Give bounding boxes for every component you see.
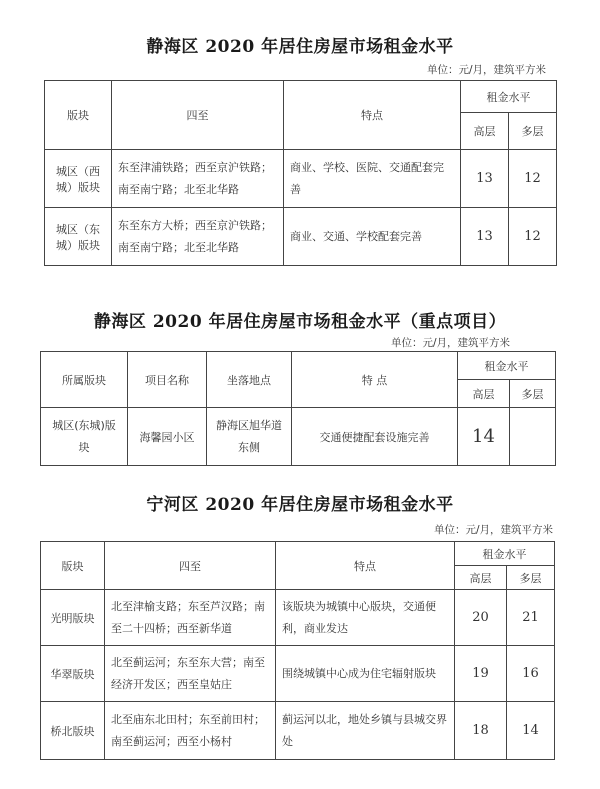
header-bounds: 四至: [112, 81, 284, 150]
table-row: [41, 590, 555, 646]
table-row: [41, 702, 555, 760]
header-multi: 多层: [509, 113, 557, 150]
header-high: 高层: [455, 566, 507, 590]
table1: [44, 80, 557, 266]
table1-title: 静海区 2020 年居住房屋市场租金水平: [146, 37, 454, 57]
row-features: 商业、交通、学校配套完善: [284, 208, 461, 266]
header-multi: 多层: [510, 380, 556, 408]
row-features: 商业、学校、医院、交通配套完善: [284, 150, 461, 208]
header-high: 高层: [461, 113, 509, 150]
row-high: 18: [455, 702, 507, 760]
row-location: 静海区旭华道东侧: [207, 408, 292, 466]
header-features: 特点: [276, 542, 455, 590]
row-bounds: 东至东方大桥；西至京沪铁路；南至南宁路；北至北华路: [112, 208, 284, 266]
table2: [40, 351, 556, 466]
header-project: 项目名称: [128, 352, 207, 408]
row-multi: 12: [509, 208, 557, 266]
row-block: 华翠版块: [41, 646, 105, 702]
row-high: 14: [458, 408, 510, 466]
table-row: [45, 208, 557, 266]
row-features: 交通便捷配套设施完善: [292, 408, 458, 466]
row-high: 13: [461, 208, 509, 266]
header-location: 坐落地点: [207, 352, 292, 408]
row-high: 13: [461, 150, 509, 208]
row-high: 20: [455, 590, 507, 646]
row-high: 19: [455, 646, 507, 702]
row-multi: [510, 408, 556, 466]
row-multi: 14: [507, 702, 555, 760]
header-rent: 租金水平: [461, 81, 557, 113]
table-row: [41, 408, 556, 466]
row-multi: 16: [507, 646, 555, 702]
row-bounds: 北至津榆支路；东至芦汉路；南至二十四桥；西至新华道: [105, 590, 276, 646]
header-features: 特 点: [292, 352, 458, 408]
header-multi: 多层: [507, 566, 555, 590]
row-block: 城区（东城）版块: [45, 208, 112, 266]
row-bounds: 东至津浦铁路；西至京沪铁路；南至南宁路；北至北华路: [112, 150, 284, 208]
row-features: 蓟运河以北，地处乡镇与县城交界处: [276, 702, 455, 760]
table2-unit: 单位：元/月，建筑平方米: [390, 337, 510, 349]
table3: [40, 541, 555, 760]
table1-unit: 单位：元/月，建筑平方米: [426, 64, 546, 76]
header-block: 所属版块: [41, 352, 128, 408]
header-block: 版块: [41, 542, 105, 590]
header-features: 特点: [284, 81, 461, 150]
row-block: 桥北版块: [41, 702, 105, 760]
table-row: [41, 646, 555, 702]
row-features: 围绕城镇中心成为住宅辐射版块: [276, 646, 455, 702]
row-bounds: 北至庙东北田村；东至前田村；南至蓟运河；西至小杨村: [105, 702, 276, 760]
table3-unit: 单位：元/月，建筑平方米: [433, 524, 553, 536]
header-block: 版块: [45, 81, 112, 150]
row-multi: 21: [507, 590, 555, 646]
table-row: [45, 150, 557, 208]
header-rent: 租金水平: [455, 542, 555, 566]
header-high: 高层: [458, 380, 510, 408]
row-block: 城区(东城)版块: [41, 408, 128, 466]
row-block: 光明版块: [41, 590, 105, 646]
row-block: 城区（西城）版块: [45, 150, 112, 208]
row-project: 海馨园小区: [128, 408, 207, 466]
row-multi: 12: [509, 150, 557, 208]
row-bounds: 北至蓟运河；东至东大营；南至经济开发区；西至皇姑庄: [105, 646, 276, 702]
table3-title: 宁河区 2020 年居住房屋市场租金水平: [146, 495, 454, 515]
header-bounds: 四至: [105, 542, 276, 590]
header-rent: 租金水平: [458, 352, 556, 380]
row-features: 该版块为城镇中心版块，交通便利，商业发达: [276, 590, 455, 646]
table2-title: 静海区 2020 年居住房屋市场租金水平（重点项目）: [93, 312, 507, 332]
